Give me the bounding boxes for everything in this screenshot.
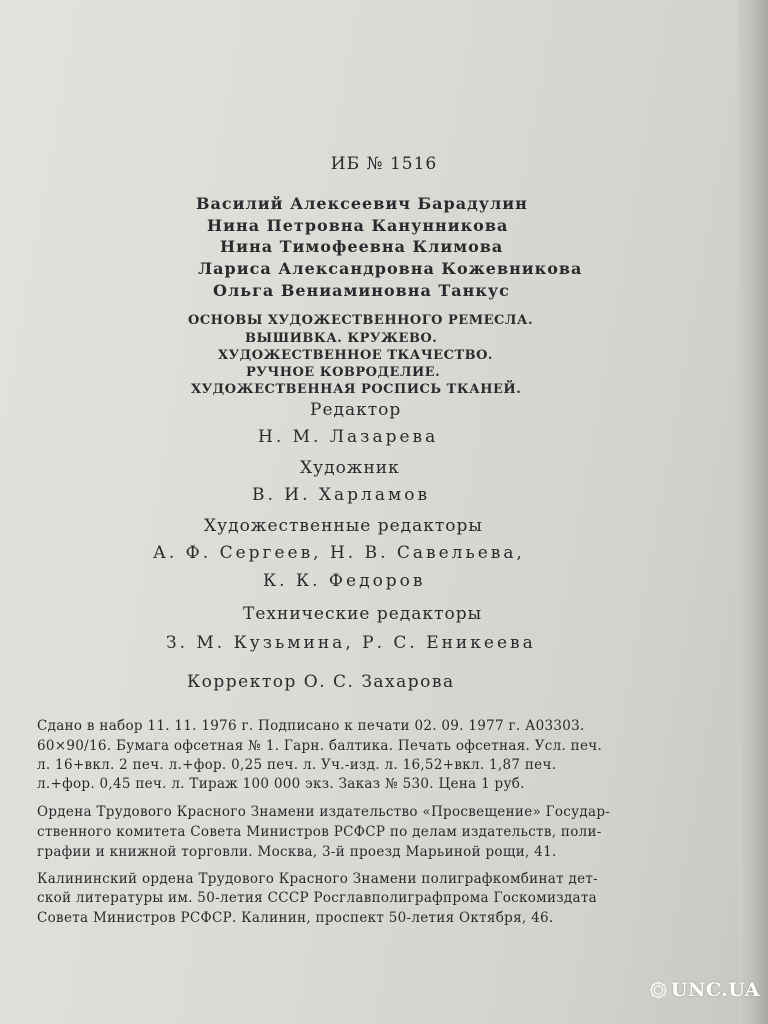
watermark-text: UNC.UA	[670, 979, 760, 1001]
artist-name: В. И. Харламов	[252, 485, 431, 505]
author-2: Нина Петровна Канунникова	[207, 216, 509, 235]
editor-role: Редактор	[310, 400, 402, 420]
author-4: Лариса Александровна Кожевникова	[198, 259, 583, 278]
title-line-3: ХУДОЖЕСТВЕННОЕ ТКАЧЕСТВО.	[218, 348, 493, 363]
title-line-2: ВЫШИВКА. КРУЖЕВО.	[245, 331, 438, 346]
ib-number: ИБ № 1516	[330, 154, 438, 174]
author-5: Ольга Вениаминовна Танкус	[213, 281, 510, 300]
art-editors-names-2: К. К. Федоров	[263, 571, 426, 591]
printer-line-3: Совета Министров РСФСР. Калинин, проспект 50-летия Октября, 46.	[37, 910, 554, 926]
title-line-5: ХУДОЖЕСТВЕННАЯ РОСПИСЬ ТКАНЕЙ.	[191, 382, 522, 397]
coin-seal-icon	[650, 972, 667, 1008]
editor-name: Н. М. Лазарева	[258, 427, 439, 447]
art-editors-role: Художественные редакторы	[204, 516, 483, 536]
author-1: Василий Алексеевич Барадулин	[196, 194, 528, 213]
author-3: Нина Тимофеевна Климова	[220, 237, 504, 256]
site-watermark	[650, 968, 760, 1012]
publisher-line-2: ственного комитета Совета Министров РСФСР по делам издательств, поли-	[37, 824, 602, 840]
title-line-4: РУЧНОЕ КОВРОДЕЛИЕ.	[246, 365, 441, 380]
title-line-1: ОСНОВЫ ХУДОЖЕСТВЕННОГО РЕМЕСЛА.	[188, 313, 533, 328]
tech-editors-names: З. М. Кузьмина, Р. С. Еникеева	[166, 633, 536, 653]
corrector: Корректор О. С. Захарова	[187, 672, 455, 692]
print-data-line-2: 60×90/16. Бумага офсетная № 1. Гарн. балтика. Печать офсетная. Усл. печ.	[37, 738, 603, 754]
print-data-line-3: л. 16+вкл. 2 печ. л.+фор. 0,25 печ. л. Уч.-изд. л. 16,52+вкл. 1,87 печ.	[37, 757, 557, 773]
art-editors-names-1: А. Ф. Сергеев, Н. В. Савельева,	[153, 543, 525, 563]
printer-line-1: Калининский ордена Трудового Красного Знамени полиграфкомбинат дет-	[37, 871, 599, 887]
publisher-line-1: Ордена Трудового Красного Знамени издательство «Просвещение» Государ-	[37, 804, 611, 820]
tech-editors-role: Технические редакторы	[243, 604, 483, 624]
print-data-line-1: Сдано в набор 11. 11. 1976 г. Подписано к печати 02. 09. 1977 г. А03303.	[37, 718, 585, 734]
artist-role: Художник	[300, 458, 400, 478]
publisher-line-3: графии и книжной торговли. Москва, 3-й проезд Марьиной рощи, 41.	[37, 844, 557, 860]
print-data-line-4: л.+фор. 0,45 печ. л. Тираж 100 000 экз. Заказ № 530. Цена 1 руб.	[37, 776, 525, 792]
printer-line-2: ской литературы им. 50-летия СССР Росглавполиграфпрома Госкомиздата	[37, 890, 597, 906]
